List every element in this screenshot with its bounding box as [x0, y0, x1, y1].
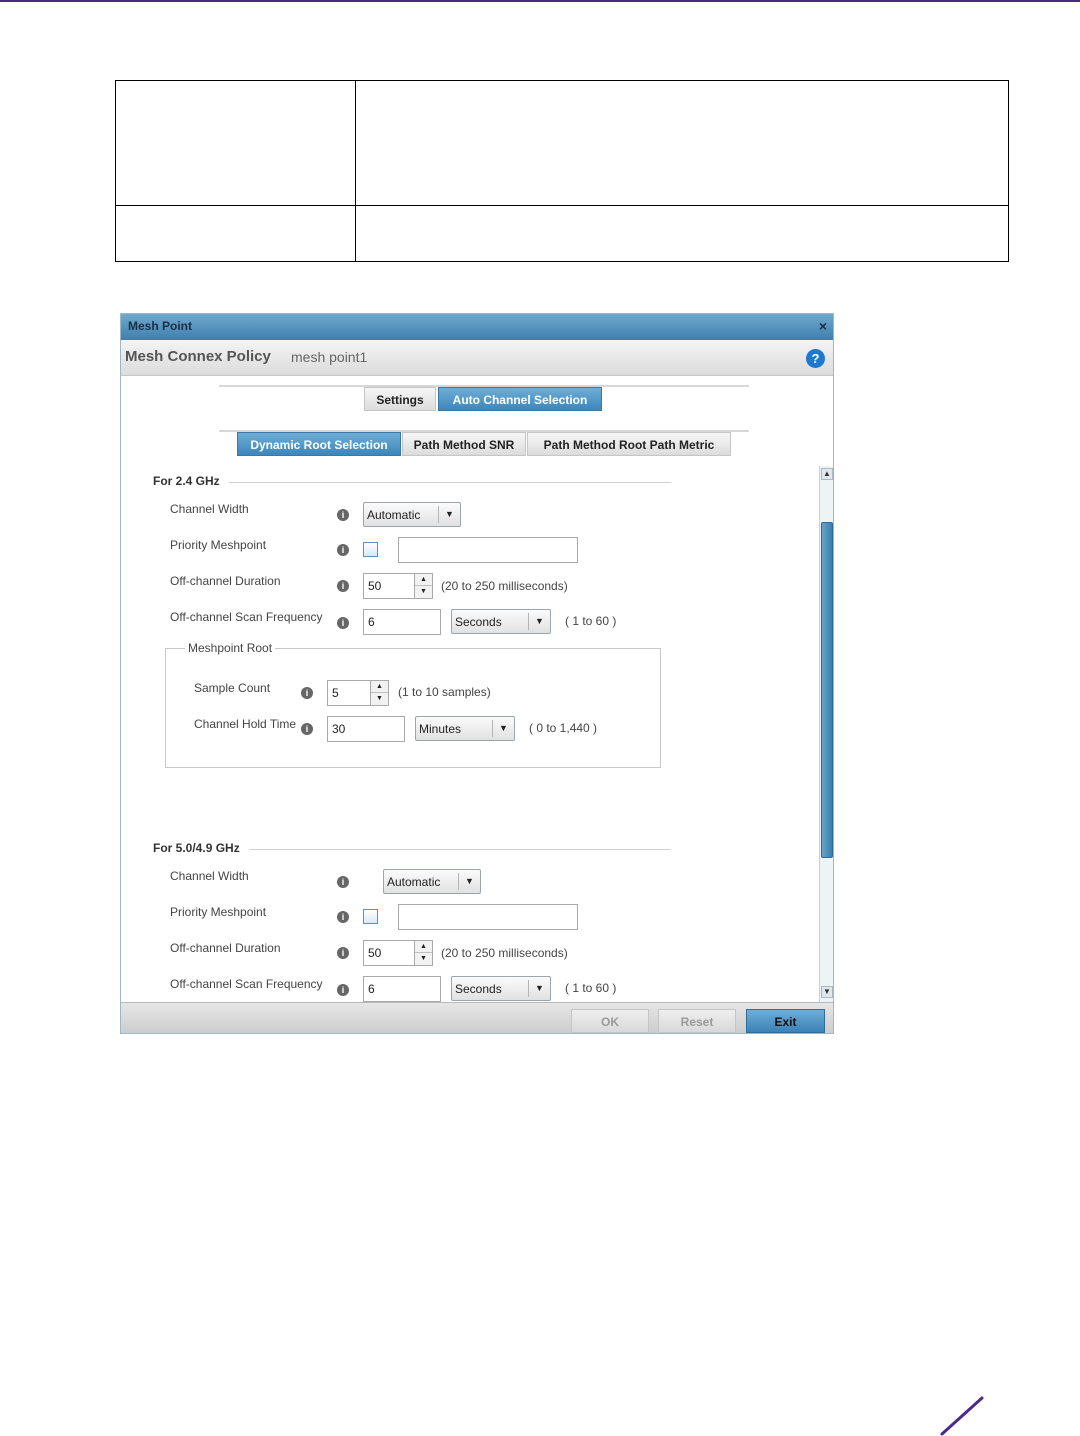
info-icon[interactable]: i	[337, 876, 349, 888]
tab-dynamic-root-selection[interactable]: Dynamic Root Selection	[237, 432, 401, 456]
channel-hold-time-range: ( 0 to 1,440 )	[529, 721, 598, 735]
table-cell	[116, 81, 356, 206]
scroll-up-icon[interactable]: ▲	[821, 468, 833, 480]
settings-scroll-area	[121, 464, 821, 1002]
section-title-2-4ghz: For 2.4 GHz	[153, 474, 220, 488]
info-icon[interactable]: i	[337, 509, 349, 521]
help-icon[interactable]: ?	[806, 349, 825, 368]
sample-count-stepper[interactable]: 5 ▲ ▼	[327, 680, 389, 706]
dialog-titlebar	[121, 314, 833, 340]
vertical-scrollbar[interactable]	[819, 466, 833, 1002]
priority-meshpoint-input[interactable]	[398, 904, 578, 930]
chevron-down-icon: ▼	[499, 723, 508, 733]
table-row	[116, 206, 1009, 262]
spinner-up-icon[interactable]: ▲	[415, 574, 432, 586]
reset-button[interactable]: Reset	[658, 1009, 736, 1033]
section-title-5ghz: For 5.0/4.9 GHz	[153, 841, 240, 855]
tab-settings[interactable]: Settings	[364, 387, 436, 411]
scroll-down-icon[interactable]: ▼	[821, 986, 833, 998]
info-icon[interactable]: i	[337, 580, 349, 592]
offchannel-scan-frequency-range: ( 1 to 60 )	[565, 614, 617, 628]
dialog-title: Mesh Point	[128, 319, 193, 333]
offchannel-scan-frequency-range: ( 1 to 60 )	[565, 981, 617, 995]
policy-name: mesh point1	[291, 349, 368, 365]
meshpoint-root-group	[165, 648, 661, 768]
tab-auto-channel-selection[interactable]: Auto Channel Selection	[438, 387, 602, 411]
table-row	[116, 81, 1009, 206]
priority-meshpoint-checkbox[interactable]	[363, 909, 378, 924]
spinner-down-icon[interactable]: ▼	[376, 695, 383, 702]
offchannel-scan-frequency-label: Off-channel Scan Frequency	[170, 977, 323, 991]
channel-width-label: Channel Width	[170, 869, 249, 883]
sample-count-label: Sample Count	[194, 681, 271, 695]
ok-button[interactable]: OK	[571, 1009, 649, 1033]
info-icon[interactable]: i	[337, 911, 349, 923]
offchannel-duration-stepper[interactable]: 50 ▲ ▼	[363, 573, 433, 599]
table-cell	[356, 206, 1009, 262]
spinner-up-icon[interactable]: ▲	[415, 941, 432, 953]
spinner-down-icon[interactable]: ▼	[420, 588, 427, 595]
priority-meshpoint-input[interactable]	[398, 537, 578, 563]
chevron-down-icon: ▼	[465, 876, 474, 886]
channel-width-select[interactable]: Automatic ▼	[383, 869, 481, 894]
offchannel-duration-label: Off-channel Duration	[170, 941, 281, 955]
section-divider	[249, 849, 671, 850]
channel-width-label: Channel Width	[170, 502, 249, 516]
offchannel-duration-stepper[interactable]: 50 ▲ ▼	[363, 940, 433, 966]
tab-path-method-root-path-metric[interactable]: Path Method Root Path Metric	[527, 432, 731, 456]
offchannel-duration-range: (20 to 250 milliseconds)	[441, 579, 568, 593]
sample-count-range: (1 to 10 samples)	[398, 685, 491, 699]
info-icon[interactable]: i	[337, 544, 349, 556]
offchannel-duration-range: (20 to 250 milliseconds)	[441, 946, 568, 960]
exit-button[interactable]: Exit	[746, 1009, 825, 1033]
policy-label: Mesh Connex Policy	[125, 348, 271, 365]
info-icon[interactable]: i	[337, 947, 349, 959]
priority-meshpoint-checkbox[interactable]	[363, 542, 378, 557]
priority-meshpoint-label: Priority Meshpoint	[170, 905, 267, 919]
offchannel-scan-unit-select[interactable]: Seconds ▼	[451, 609, 551, 634]
tab-path-method-snr[interactable]: Path Method SNR	[402, 432, 526, 456]
channel-hold-time-label: Channel Hold Time	[194, 717, 297, 731]
channel-hold-time-input[interactable]: 30	[327, 716, 405, 742]
page-top-rule	[0, 0, 1080, 2]
brand-slash-icon	[940, 1396, 984, 1436]
table-cell	[116, 206, 356, 262]
spinner-down-icon[interactable]: ▼	[420, 955, 427, 962]
meshpoint-root-legend: Meshpoint Root	[185, 641, 275, 655]
offchannel-scan-frequency-label: Off-channel Scan Frequency	[170, 610, 323, 624]
info-icon[interactable]: i	[337, 984, 349, 996]
priority-meshpoint-label: Priority Meshpoint	[170, 538, 267, 552]
offchannel-scan-frequency-input[interactable]: 6	[363, 609, 441, 635]
mesh-point-dialog	[120, 313, 834, 1034]
offchannel-scan-frequency-input[interactable]: 6	[363, 976, 441, 1002]
chevron-down-icon: ▼	[445, 509, 454, 519]
info-icon[interactable]: i	[301, 723, 313, 735]
section-divider	[229, 482, 671, 483]
document-table	[115, 80, 1009, 262]
chevron-down-icon: ▼	[535, 616, 544, 626]
offchannel-scan-unit-select[interactable]: Seconds ▼	[451, 976, 551, 1001]
dialog-footer	[121, 1002, 833, 1034]
info-icon[interactable]: i	[337, 617, 349, 629]
channel-width-select[interactable]: Automatic ▼	[363, 502, 461, 527]
channel-hold-unit-select[interactable]: Minutes ▼	[415, 716, 515, 741]
close-icon[interactable]: ×	[818, 318, 827, 334]
scrollbar-thumb[interactable]	[821, 522, 833, 858]
chevron-down-icon: ▼	[535, 983, 544, 993]
offchannel-duration-label: Off-channel Duration	[170, 574, 281, 588]
spinner-up-icon[interactable]: ▲	[371, 681, 388, 693]
policy-header	[121, 340, 833, 376]
table-cell	[356, 81, 1009, 206]
info-icon[interactable]: i	[301, 687, 313, 699]
